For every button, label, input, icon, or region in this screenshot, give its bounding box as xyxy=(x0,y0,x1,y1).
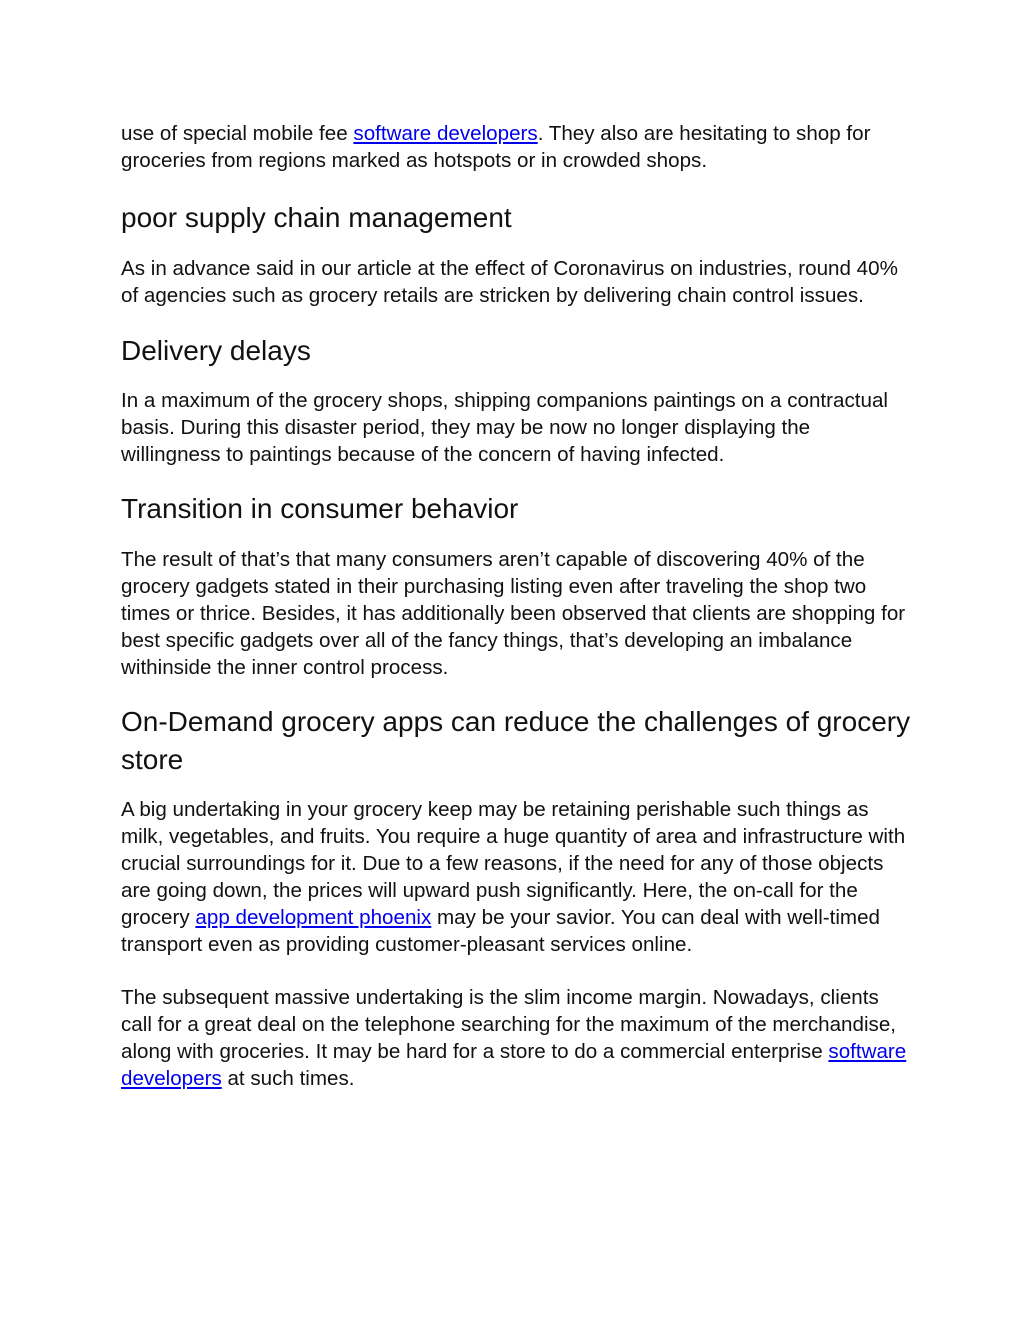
paragraph-delivery-delays: In a maximum of the grocery shops, shipping companions paintings on a contractual basis. During this disaster period, they may be now no longer displaying the willingness to paintings because of the concern of having infected. xyxy=(121,389,888,466)
paragraph-perishables xyxy=(121,796,911,958)
heading-delivery-delays: Delivery delays xyxy=(121,335,311,366)
document-page xyxy=(121,120,911,1092)
link-software-developers[interactable]: software developers xyxy=(353,122,538,145)
heading-on-demand-apps: On-Demand grocery apps can reduce the challenges of grocery store xyxy=(121,706,911,775)
paragraph-income-margin xyxy=(121,984,911,1092)
paragraph-intro xyxy=(121,120,911,174)
paragraph-text: at such times. xyxy=(221,1067,355,1090)
paragraph-text: A big undertaking in your grocery keep may be retaining perishable such things as milk, vegetables, and fruits. You require a huge quantity of area and infrastructure with crucial surroundings for it. Due to a few reasons, if the need for any of those objects are going down, the prices will upward push significantly. Here, the on-call for the grocery xyxy=(121,798,906,929)
paragraph-supply-chain: As in advance said in our article at the effect of Coronavirus on industries, round 40% of agencies such as grocery retails are stricken by delivering chain control issues. xyxy=(121,257,898,307)
heading-consumer-behavior: Transition in consumer behavior xyxy=(121,493,519,524)
paragraph-text: . They also are hesitating to shop for groceries from regions marked as hotspots or in crowded shops. xyxy=(121,122,871,172)
link-app-development-phoenix[interactable]: app development phoenix xyxy=(195,906,432,929)
paragraph-text: The subsequent massive undertaking is the slim income margin. Nowadays, clients call for a great deal on the telephone searching for the maximum of the merchandise, along with groceries. It may be hard for a store to do a commercial enterprise xyxy=(121,986,896,1063)
paragraph-consumer-behavior: The result of that’s that many consumers aren’t capable of discovering 40% of the grocery gadgets stated in their purchasing listing even after traveling the shop two times or thrice. Besides, it has additionally been observed that clients are shopping for best specific gadgets over all of the fancy things, that’s developing an imbalance withinside the inner control process. xyxy=(121,548,906,679)
heading-supply-chain: poor supply chain management xyxy=(121,202,512,233)
paragraph-text: use of special mobile fee xyxy=(121,122,354,145)
link-software-developers-2[interactable]: software developers xyxy=(121,1040,907,1090)
paragraph-text: may be your savior. You can deal with well-timed transport even as providing customer-pleasant services online. xyxy=(121,906,880,956)
